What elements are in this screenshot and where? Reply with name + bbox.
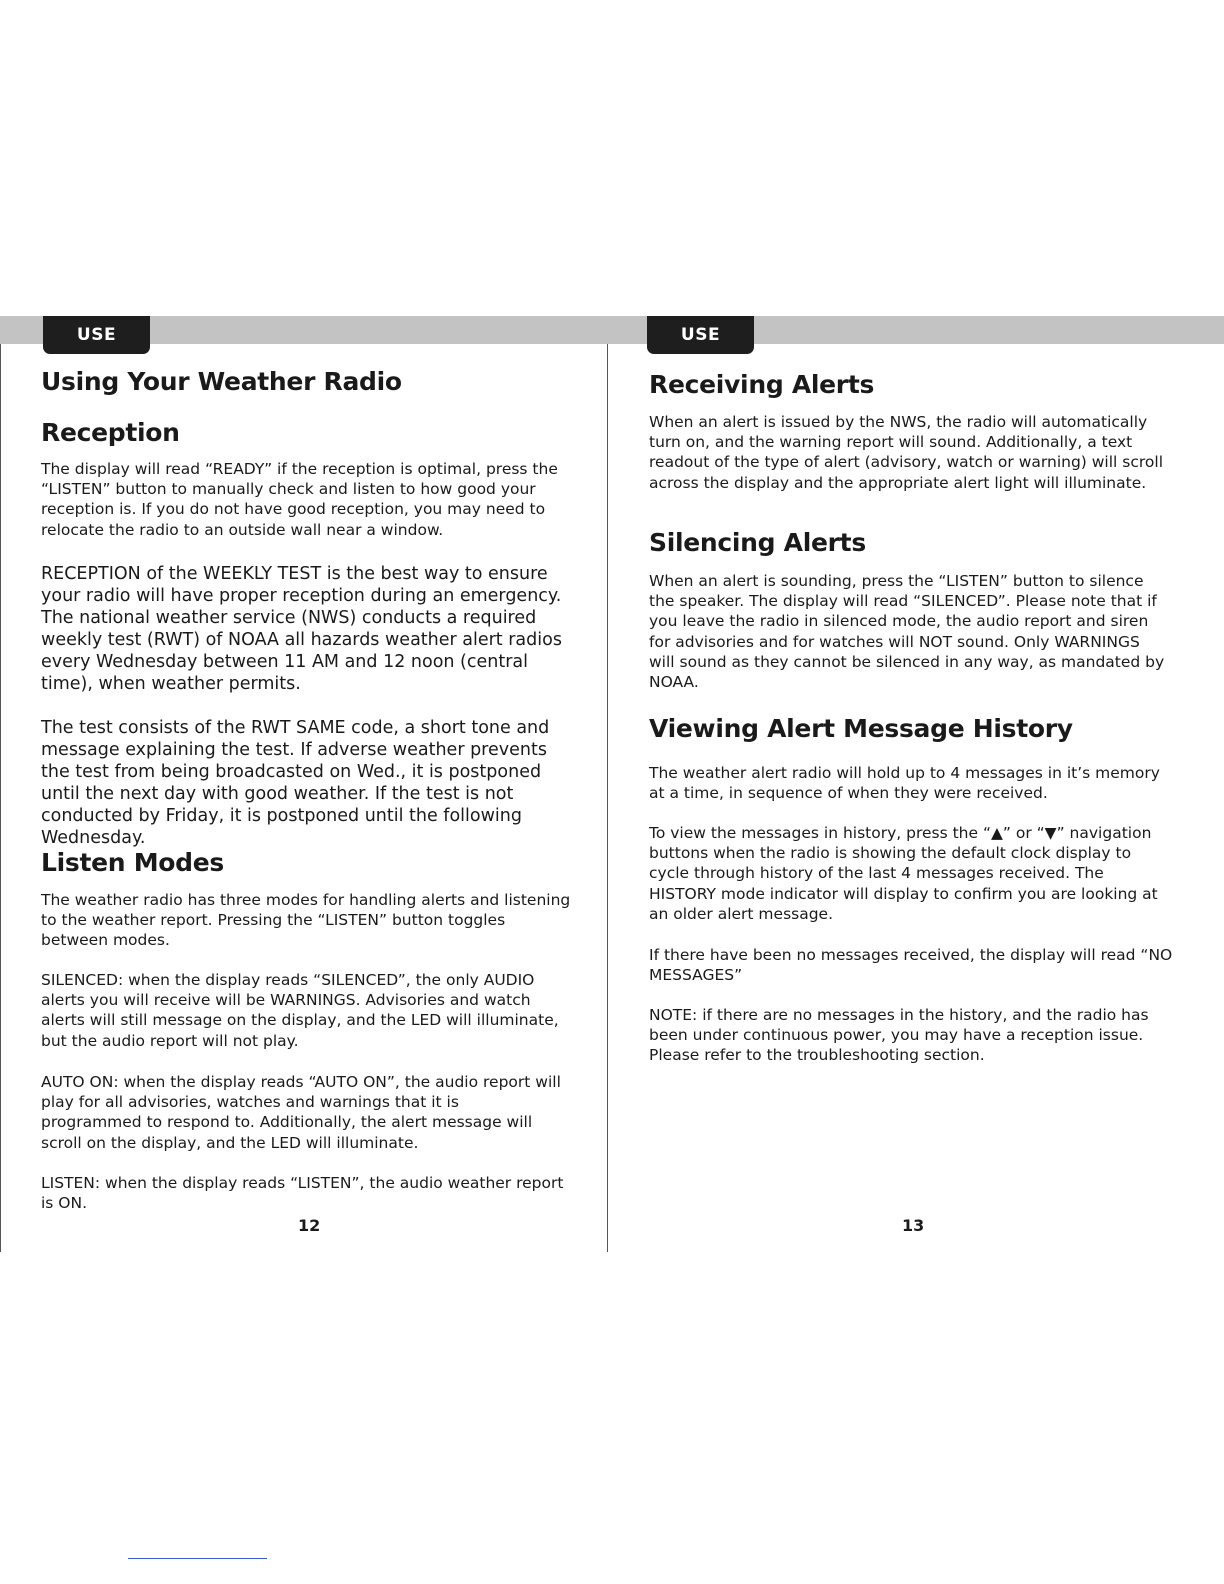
page-number-left: 12 (298, 1216, 321, 1235)
silencing-alerts-heading: Silencing Alerts (649, 528, 866, 557)
section-tab-left: USE (43, 316, 150, 354)
reception-paragraph-3: The test consists of the RWT SAME code, a short tone and message explaining the test. If adverse weather prevents the test from being broadcasted on Wed., it is postponed until the next day with good weather. If the test is not conducted by Friday, it is postponed until the following Wednesday. (41, 718, 550, 848)
reception-paragraph-2: RECEPTION of the WEEKLY TEST is the best way to ensure your radio will have proper reception during an emergency. The national weather service (NWS) conducts a required weekly test (RWT) of NOAA all hazards weather alert radios every Wednesday between 11 AM and 12 noon (central time), when weather permits. (41, 564, 562, 694)
receiving-paragraph: When an alert is issued by the NWS, the radio will automatically turn on, and the warning report will sound. Additionally, a text readout of the type of alert (advisory, watch or warning) will scroll across the display and the appropriate alert light will illuminate. (649, 413, 1164, 492)
footer-link-underline (128, 1558, 267, 1559)
section-tab-right: USE (647, 316, 754, 354)
silencing-paragraph: When an alert is sounding, press the “LISTEN” button to silence the speaker. The display will read “SILENCED”. Please note that if you leave the radio in silenced mode, the audio report and siren for advisories and for watches will NOT sound. Only WARNINGS will sound as they cannot be silenced in any way, as mandated by NOAA. (649, 572, 1165, 692)
history-heading: Viewing Alert Message History (649, 714, 1073, 743)
receiving-alerts-heading: Receiving Alerts (649, 370, 875, 399)
history-paragraph-1: The weather alert radio will hold up to 4 messages in it’s memory at a time, in sequence of when they were received. (649, 764, 1160, 803)
page-title: Using Your Weather Radio (41, 367, 402, 396)
listen-modes-heading: Listen Modes (41, 848, 224, 877)
left-edge-rule (0, 344, 1, 1252)
history-paragraph-3: If there have been no messages received, the display will read “NO MESSAGES” (649, 946, 1173, 985)
listen-auto-on-paragraph: AUTO ON: when the display reads “AUTO ON”, the audio report will play for all advisories, watches and warnings that it is programmed to respond to. Additionally, the alert message will scroll on the display, and the LED will illuminate. (41, 1073, 561, 1152)
history-note-paragraph: NOTE: if there are no messages in the history, and the radio has been under continuous power, you may have a reception issue. Please refer to the troubleshooting section. (649, 1006, 1149, 1065)
page-number-right: 13 (902, 1216, 925, 1235)
history-paragraph-2: To view the messages in history, press the “▲” or “▼” navigation buttons when the radio is showing the default clock display to cycle through history of the last 4 messages received. The HISTORY mode indicator will display to confirm you are looking at an older alert message. (649, 824, 1158, 923)
section-header-bar (0, 316, 1224, 344)
reception-heading: Reception (41, 418, 180, 447)
listen-silenced-paragraph: SILENCED: when the display reads “SILENCED”, the only AUDIO alerts you will receive will be WARNINGS. Advisories and watch alerts will still message on the display, and the LED will illuminate, but the audio report will not play. (41, 971, 559, 1050)
center-gutter-rule (607, 344, 608, 1252)
listen-listen-paragraph: LISTEN: when the display reads “LISTEN”, the audio weather report is ON. (41, 1174, 564, 1213)
listen-paragraph-1: The weather radio has three modes for handling alerts and listening to the weather report. Pressing the “LISTEN” button toggles between modes. (41, 891, 571, 950)
reception-paragraph-1: The display will read “READY” if the reception is optimal, press the “LISTEN” button to manually check and listen to how good your reception is. If you do not have good reception, you may need to relocate the radio to an outside wall near a window. (41, 460, 558, 539)
